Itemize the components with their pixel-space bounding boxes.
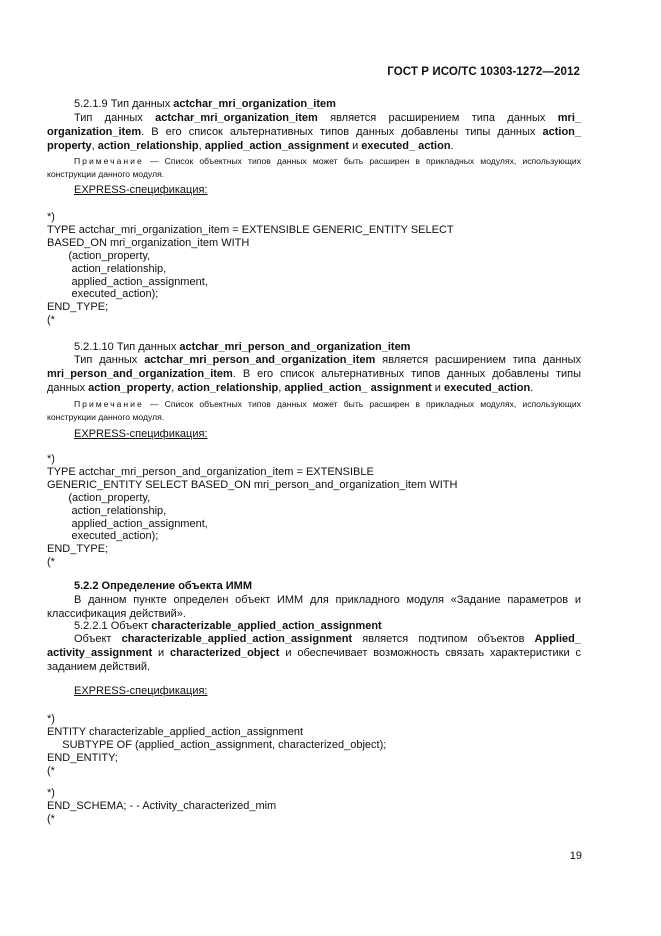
note-label: Примечание	[74, 156, 144, 166]
section-heading-5-2-2-1	[47, 619, 608, 633]
para-text: Тип данных	[74, 112, 143, 124]
express-code-block: *) TYPE actchar_mri_person_and_organization_item = EXTENSIBLE GENERIC_ENTITY SELECT BASED_ON mri_person_and_organization_item WITH (action_property, action_relationship, applied_action_assignment, executed_action); END_TYPE; (*	[47, 453, 458, 569]
type-name: actchar_mri_person_and_organization_item	[144, 354, 376, 366]
express-code-block-end: *) END_SCHEMA; - - Activity_characterized_mim (*	[47, 787, 277, 825]
section-heading-5-2-1-10	[47, 340, 608, 354]
express-spec-label: EXPRESS-спецификация:	[74, 685, 208, 697]
heading-text: Тип данных	[116, 341, 177, 353]
standard-header: ГОСТ Р ИСО/ТС 10303-1272—2012	[387, 66, 580, 78]
para-text: ,	[171, 382, 175, 394]
heading-text: Объект	[110, 620, 149, 632]
heading-text: 5.2.2 Определение объекта ИММ	[74, 580, 253, 592]
section-heading-5-2-2	[47, 579, 608, 593]
paragraph-5-2-1-9	[47, 111, 581, 153]
para-text: и	[158, 647, 165, 659]
para-text: ,	[278, 382, 282, 394]
paragraph-5-2-2-1	[47, 632, 581, 674]
para-text: является подтипом объектов	[362, 633, 525, 645]
para-text: .	[450, 140, 454, 152]
heading-name: characterizable_applied_action_assignment	[151, 620, 382, 632]
type-name: mri_person_and_organization_item	[47, 368, 233, 380]
type-name: Applied_ activity_assignment	[47, 633, 581, 659]
section-heading-5-2-1-9	[47, 97, 608, 111]
express-code-block: *) ENTITY characterizable_applied_action_assignment SUBTYPE OF (applied_action_assignment, characterized_object); END_ENTITY; (*	[47, 713, 387, 777]
type-name: action_relationship	[177, 382, 279, 394]
type-name: executed_ action	[361, 140, 451, 152]
para-text: В данном пункте определен объект ИММ для прикладного модуля «Задание параметров и классификация действий».	[47, 594, 581, 620]
note-label: Примечание	[74, 399, 144, 409]
para-text: ,	[91, 140, 95, 152]
para-text: является расширением типа данных	[330, 112, 546, 124]
heading-name: actchar_mri_organization_item	[173, 98, 336, 110]
type-name: action_relationship	[97, 140, 199, 152]
type-name: mri_ organization_item	[47, 112, 582, 138]
para-text: является расширением типа данных	[382, 354, 581, 366]
type-name: action_property	[88, 382, 172, 394]
heading-number: 5.2.1.9	[74, 98, 108, 110]
note-5-2-1-10	[47, 398, 581, 423]
express-code-block: *) TYPE actchar_mri_organization_item = EXTENSIBLE GENERIC_ENTITY SELECT BASED_ON mri_organization_item WITH (action_property, action_relationship, applied_action_assignment, executed_action); END_TYPE; (*	[47, 211, 454, 327]
para-text: и	[434, 382, 441, 394]
para-text: . В его список альтернативных типов данных добавлены типы данных	[141, 126, 536, 138]
note-text: — Список объектных типов данных может быть расширен в прикладных модулях, использующих конструкции данного модуля.	[47, 156, 582, 179]
type-name: characterizable_applied_action_assignment	[121, 633, 353, 645]
heading-name: actchar_mri_person_and_organization_item	[179, 341, 411, 353]
express-spec-label: EXPRESS-спецификация:	[74, 184, 208, 196]
paragraph-5-2-1-10	[47, 353, 581, 395]
type-name: actchar_mri_organization_item	[155, 112, 318, 124]
para-text: .	[530, 382, 534, 394]
heading-number: 5.2.2.1	[74, 620, 108, 632]
paragraph-5-2-2	[47, 593, 581, 621]
type-name: characterized_object	[170, 647, 280, 659]
heading-text: Тип данных	[110, 98, 171, 110]
para-text: . В его список альтернативных типов данных добавлены типы данных	[47, 368, 581, 394]
express-spec-label: EXPRESS-спецификация:	[74, 428, 208, 440]
page-number: 19	[569, 850, 582, 862]
para-text: Объект	[74, 633, 112, 645]
para-text: и обеспечивает возможность связать характеристики с заданием действий.	[47, 647, 581, 673]
type-name: applied_action_ assignment	[284, 382, 432, 394]
para-text: и	[352, 140, 359, 152]
note-text: — Список объектных типов данных может быть расширен в прикладных модулях, использующих конструкции данного модуля.	[47, 399, 582, 422]
heading-number: 5.2.1.10	[74, 341, 114, 353]
type-name: action_ property	[47, 126, 582, 152]
type-name: executed_action	[444, 382, 531, 394]
para-text: ,	[198, 140, 202, 152]
note-5-2-1-9	[47, 155, 581, 180]
type-name: applied_action_assignment	[204, 140, 349, 152]
para-text: Тип данных	[74, 354, 138, 366]
